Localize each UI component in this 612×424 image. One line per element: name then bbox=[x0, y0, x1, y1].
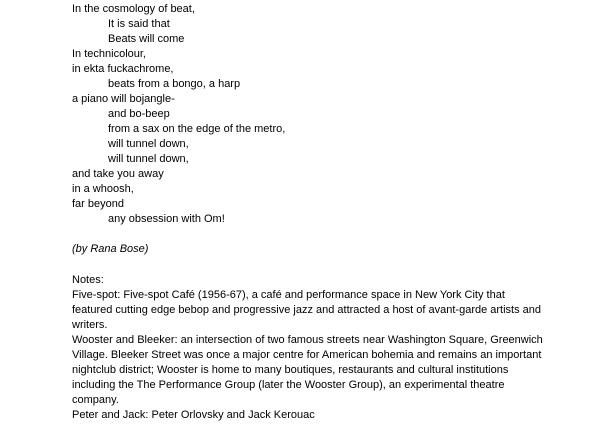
poem-line: in ekta fuckachrome, bbox=[72, 63, 174, 75]
poem-line: Beats will come bbox=[108, 33, 185, 45]
poem-line: from a sax on the edge of the metro, bbox=[108, 123, 286, 135]
poem-line: in a whoosh, bbox=[72, 183, 134, 195]
poem-attribution: (by Rana Bose) bbox=[72, 243, 149, 255]
notes-heading: Notes: bbox=[72, 274, 104, 286]
poem-line: and take you away bbox=[72, 168, 164, 180]
poem bbox=[72, 2, 285, 227]
poem-line: In the cosmology of beat, bbox=[72, 3, 195, 15]
note-item-five-spot: Five-spot: Five-spot Café (1956-67), a café and performance space in New York City that featured cutting edge bebop and progressive jazz and attracted a host of avant-garde artists and writers. bbox=[72, 289, 542, 331]
poem-line: It is said that bbox=[108, 18, 170, 30]
poem-line: a piano will bojangle- bbox=[72, 93, 175, 105]
poem-line: In technicolour, bbox=[72, 48, 146, 60]
poem-line: and bo-beep bbox=[108, 108, 170, 120]
poem-line: far beyond bbox=[72, 198, 124, 210]
poem-line: beats from a bongo, a harp bbox=[108, 78, 241, 90]
poem-line: will tunnel down, bbox=[108, 138, 189, 150]
note-item-peter-and-jack: Peter and Jack: Peter Orlovsky and Jack Kerouac bbox=[72, 409, 315, 421]
poem-line: any obsession with Om! bbox=[108, 213, 225, 225]
poem-line: will tunnel down, bbox=[108, 153, 189, 165]
note-item-wooster-and-bleeker: Wooster and Bleeker: an intersection of two famous streets near Washington Square, Greenwich Village. Bleeker Street was once a major centre for American bohemia and remains an important nightclub district; Wooster is home to many boutiques, restaurants and cultural institutions including the The Performance Group (later the Wooster Group), an experimental theatre company. bbox=[72, 334, 543, 406]
notes-section bbox=[72, 273, 544, 423]
